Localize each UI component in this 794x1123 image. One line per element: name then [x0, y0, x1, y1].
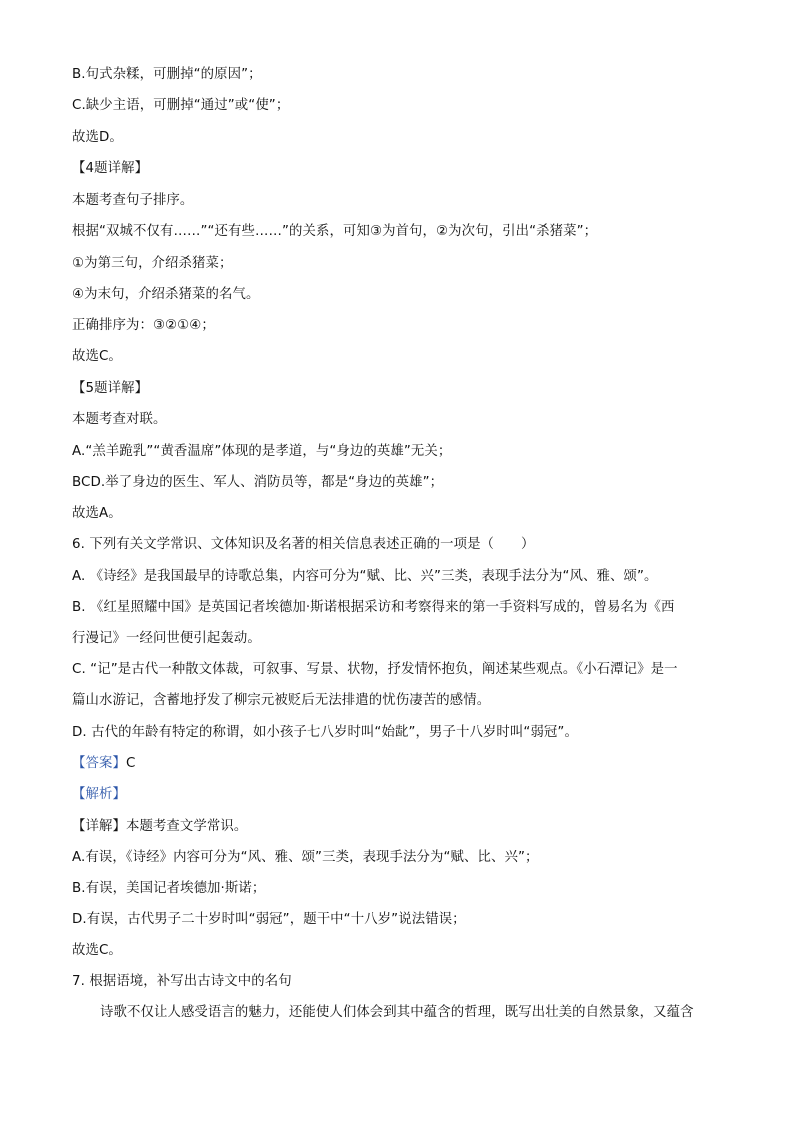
text-line: A.“羔羊跪乳”“黄香温席”体现的是孝道，与“身边的英雄”无关； — [72, 444, 452, 459]
text-line: B.有误，美国记者埃德加·斯诺； — [72, 881, 266, 896]
text-line: A.有误，《诗经》内容可分为“风、雅、颂”三类，表现手法分为“赋、比、兴”； — [72, 850, 539, 865]
analysis-tag: 【解析】 — [72, 787, 126, 802]
option-c-continued: 篇山水游记，含蓄地抒发了柳宗元被贬后无法排遣的忧伤凄苦的感情。 — [72, 693, 491, 708]
question-stem: 6. 下列有关文学常识、文体知识及名著的相关信息表述正确的一项是（ ） — [72, 537, 535, 552]
answer-line — [72, 755, 135, 773]
text-line: 根据“双城不仅有……”“还有些……”的关系，可知③为首句，②为次句，引出“杀猪菜”； — [72, 224, 598, 239]
text-line: D.有误，古代男子二十岁时叫“弱冠”，题干中“十八岁”说法错误； — [72, 912, 466, 927]
text-line: 【详解】本题考查文学常识。 — [72, 819, 248, 834]
section-heading: 【5题详解】 — [72, 381, 149, 396]
option-a: A. 《诗经》是我国最早的诗歌总集，内容可分为“赋、比、兴”三类，表现手法分为“风、雅、颂”。 — [72, 569, 658, 584]
answer-tag: 【答案】 — [72, 756, 126, 771]
text-line: B.句式杂糅，可删掉“的原因”； — [72, 67, 262, 82]
option-b: B. 《红星照耀中国》是英国记者埃德加·斯诺根据采访和考察得来的第一手资料写成的，曾易名为《西 — [72, 600, 675, 615]
option-b-continued: 行漫记》一经问世便引起轰动。 — [72, 631, 261, 646]
text-line: 故选A。 — [72, 506, 122, 521]
text-line: 故选D。 — [72, 130, 123, 145]
paragraph-line: 诗歌不仅让人感受语言的魅力，还能使人们体会到其中蕴含的哲理，既写出壮美的自然景象，又蕴含 — [100, 1005, 694, 1020]
text-line: ④为末句，介绍杀猪菜的名气。 — [72, 287, 260, 302]
text-line: 故选C。 — [72, 943, 122, 958]
text-line: 本题考查对联。 — [72, 412, 167, 427]
text-line: 故选C。 — [72, 349, 122, 364]
option-c: C. “记”是古代一种散文体裁，可叙事、写景、状物，抒发情怀抱负，阐述某些观点。《小石潭记》是一 — [72, 662, 678, 677]
answer-value: C — [125, 756, 136, 771]
text-line: ①为第三句，介绍杀猪菜； — [72, 256, 233, 271]
question-stem: 7. 根据语境，补写出古诗文中的名句 — [72, 974, 292, 989]
section-heading: 【4题详解】 — [72, 161, 149, 176]
text-line: C.缺少主语，可删掉“通过”或“使”； — [72, 98, 290, 113]
option-d: D. 古代的年龄有特定的称谓，如小孩子七八岁时叫“始龀”，男子十八岁时叫“弱冠”。 — [72, 725, 578, 740]
text-line: BCD.举了身边的医生、军人、消防员等，都是“身边的英雄”； — [72, 475, 444, 490]
text-line: 正确排序为：③②①④； — [72, 318, 215, 333]
text-line: 本题考查句子排序。 — [72, 193, 194, 208]
